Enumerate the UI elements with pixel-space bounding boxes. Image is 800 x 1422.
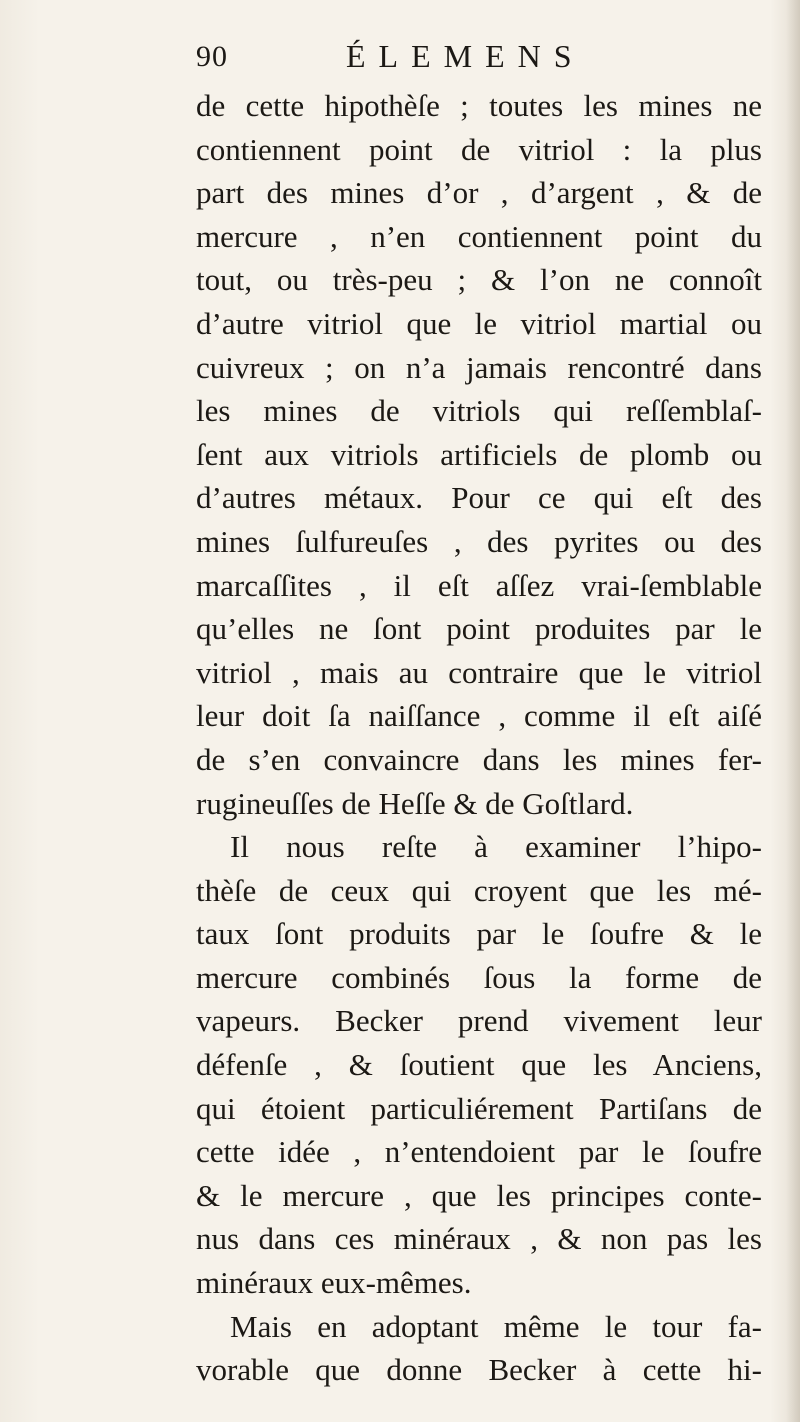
text-line: de s’en convaincre dans les mines fer-: [196, 741, 762, 777]
text-line: qui étoient particuliérement Partiſans de: [196, 1090, 762, 1126]
text-line: de cette hipothèſe ; toutes les mines ne: [196, 88, 762, 123]
text-line: Il nous reſte à examiner l’hipo-: [230, 829, 762, 865]
text-line: qu’elles ne ſont point produites par le: [196, 611, 762, 647]
text-line: minéraux eux-mêmes.: [196, 1265, 472, 1301]
text-line: mines ſulfureuſes , des pyrites ou des: [196, 523, 762, 559]
page-header: [196, 36, 616, 80]
running-head: ÉLEMENS: [346, 38, 585, 74]
text-line: Mais en adoptant même le tour fa-: [230, 1308, 762, 1344]
text-line: vapeurs. Becker prend vivement leur: [196, 1003, 762, 1039]
text-line: défenſe , & ſoutient que les Anciens,: [196, 1047, 762, 1083]
text-line: cuivreux ; on n’a jamais rencontré dans: [196, 349, 762, 385]
text-line: marcaſſites , il eſt aſſez vrai-ſemblable: [196, 567, 762, 603]
text-line: contiennent point de vitriol : la plus: [196, 131, 762, 167]
text-line: ſent aux vitriols artificiels de plomb ou: [196, 436, 762, 472]
text-line: part des mines d’or , d’argent , & de: [196, 175, 762, 211]
text-line: leur doit ſa naiſſance , comme il eſt aiſé: [196, 698, 762, 734]
text-line: d’autre vitriol que le vitriol martial ou: [196, 305, 762, 341]
text-line: tout, ou très-peu ; & l’on ne connoît: [196, 262, 762, 298]
page-number: 90: [196, 40, 228, 73]
text-line: taux ſont produits par le ſoufre & le: [196, 916, 762, 952]
text-line: mercure combinés ſous la forme de: [196, 959, 762, 995]
text-line: d’autres métaux. Pour ce qui eſt des: [196, 480, 762, 516]
text-line: vorable que donne Becker à cette hi-: [196, 1352, 762, 1388]
text-line: & le mercure , que les principes conte-: [196, 1177, 762, 1213]
text-line: vitriol , mais au contraire que le vitriol: [196, 654, 762, 690]
text-line: thèſe de ceux qui croyent que les mé-: [196, 872, 762, 908]
text-line: les mines de vitriols qui reſſemblaſ-: [196, 393, 762, 429]
text-line: nus dans ces minéraux , & non pas les: [196, 1221, 762, 1257]
body-text: [196, 84, 762, 1392]
text-line: rugineuſſes de Heſſe & de Goſtlard.: [196, 785, 634, 821]
page-edge-shadow: [786, 0, 800, 1422]
text-line: mercure , n’en contiennent point du: [196, 218, 762, 254]
text-line: cette idée , n’entendoient par le ſoufre: [196, 1134, 762, 1170]
